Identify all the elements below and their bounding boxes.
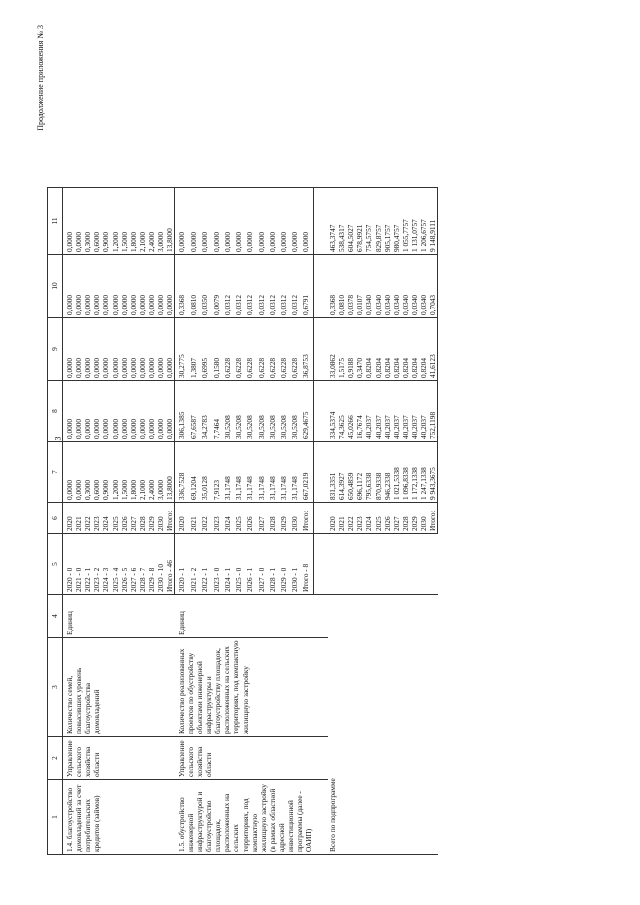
year: 2020 bbox=[328, 503, 337, 534]
other-sources: 9 148,9111 bbox=[428, 188, 438, 255]
page-number: 3 bbox=[53, 436, 63, 441]
federal-budget: 40,2037 bbox=[383, 381, 392, 442]
indicator-value: 2020 - 0 bbox=[63, 534, 75, 595]
indicator-value: 2021 - 0 bbox=[74, 534, 83, 595]
total-amount: 696,1172 bbox=[355, 442, 364, 503]
year: Итого: bbox=[428, 503, 438, 534]
year: 2024 bbox=[101, 503, 110, 534]
federal-budget: 0,0000 bbox=[147, 381, 156, 442]
year: 2026 bbox=[120, 503, 129, 534]
local-budget: 0,0312 bbox=[234, 255, 245, 318]
indicator-value: 2030 - 10 bbox=[156, 534, 165, 595]
local-budget: 0,0000 bbox=[92, 255, 101, 318]
year: 2027 bbox=[392, 503, 401, 534]
year: 2030 bbox=[156, 503, 165, 534]
federal-budget: 30,5208 bbox=[279, 381, 290, 442]
total-amount: 7,9123 bbox=[212, 442, 223, 503]
year: 2020 bbox=[63, 503, 75, 534]
header-cell: 6 bbox=[48, 503, 63, 534]
local-budget: 0,0312 bbox=[223, 255, 234, 318]
total-amount: 1 096,8338 bbox=[401, 442, 410, 503]
appendix-caption: Продолжение приложения № 3 bbox=[36, 25, 45, 131]
federal-budget: 30,5208 bbox=[290, 381, 301, 442]
local-budget: 0,0340 bbox=[410, 255, 419, 318]
header-cell: 9 bbox=[48, 318, 63, 381]
empty-cell bbox=[313, 255, 328, 318]
local-budget: 0,0810 bbox=[189, 255, 200, 318]
indicator-value: 2024 - 3 bbox=[101, 534, 110, 595]
spacer-row bbox=[313, 188, 328, 855]
local-budget: 0,0350 bbox=[200, 255, 211, 318]
other-sources: 0,9000 bbox=[101, 188, 110, 255]
regional-budget: 0,6228 bbox=[279, 318, 290, 381]
federal-budget: 16,7674 bbox=[355, 381, 364, 442]
regional-budget: 0,0000 bbox=[92, 318, 101, 381]
year: 2020 bbox=[175, 503, 189, 534]
table-row bbox=[328, 188, 337, 855]
header-cell: 10 bbox=[48, 255, 63, 318]
other-sources: 0,0000 bbox=[200, 188, 211, 255]
local-budget: 0,0000 bbox=[129, 255, 138, 318]
year: 2022 bbox=[200, 503, 211, 534]
other-sources: 1,2000 bbox=[111, 188, 120, 255]
regional-budget: 36,8753 bbox=[301, 318, 313, 381]
empty-cell bbox=[313, 737, 328, 780]
total-amount: 1 021,5338 bbox=[392, 442, 401, 503]
other-sources: 0,0000 bbox=[223, 188, 234, 255]
total-amount: 69,1204 bbox=[189, 442, 200, 503]
empty-cell bbox=[313, 188, 328, 255]
regional-budget: 0,1580 bbox=[212, 318, 223, 381]
regional-budget: 30,2775 bbox=[175, 318, 189, 381]
federal-budget: 40,2037 bbox=[419, 381, 428, 442]
year: 2025 bbox=[374, 503, 383, 534]
other-sources: 2,4000 bbox=[147, 188, 156, 255]
federal-budget: 40,2037 bbox=[392, 381, 401, 442]
header-cell: 8 bbox=[48, 381, 63, 442]
indicator-value: 2022 - 1 bbox=[83, 534, 92, 595]
budget-table bbox=[47, 187, 438, 855]
regional-budget: 0,6228 bbox=[290, 318, 301, 381]
other-sources: 0,0000 bbox=[268, 188, 279, 255]
regional-budget: 0,8204 bbox=[374, 318, 383, 381]
local-budget: 0,0079 bbox=[212, 255, 223, 318]
regional-budget: 0,0000 bbox=[74, 318, 83, 381]
indicator-name: Количество реализованных проектов по обустройству объектами инженерной инфраструктуры и благоустройству площадок, расположенных на сельских территориях, под компактную жилищную застройку bbox=[175, 638, 314, 737]
local-budget: 0,0340 bbox=[364, 255, 373, 318]
other-sources: 604,5027 bbox=[346, 188, 355, 255]
local-budget: 0,0810 bbox=[337, 255, 346, 318]
regional-budget: 0,6228 bbox=[257, 318, 268, 381]
total-amount: 1,2000 bbox=[111, 442, 120, 503]
year: 2028 bbox=[138, 503, 147, 534]
total-amount: 1 247,1338 bbox=[419, 442, 428, 503]
other-sources: 754,5757 bbox=[364, 188, 373, 255]
federal-budget: 67,6587 bbox=[189, 381, 200, 442]
federal-budget: 40,2037 bbox=[401, 381, 410, 442]
total-amount: 650,4859 bbox=[346, 442, 355, 503]
total-amount: 31,1748 bbox=[257, 442, 268, 503]
other-sources: 13,8000 bbox=[165, 188, 175, 255]
other-sources: 980,4757 bbox=[392, 188, 401, 255]
other-sources: 0,0000 bbox=[63, 188, 75, 255]
federal-budget: 34,2783 bbox=[200, 381, 211, 442]
local-budget: 0,0312 bbox=[257, 255, 268, 318]
responsible-org: Управление сельского хозяйства области bbox=[63, 737, 175, 780]
regional-budget: 0,0000 bbox=[165, 318, 175, 381]
indicator-value: 2027 - 6 bbox=[129, 534, 138, 595]
local-budget: 0,0000 bbox=[74, 255, 83, 318]
regional-budget: 0,6228 bbox=[234, 318, 245, 381]
year: 2029 bbox=[279, 503, 290, 534]
regional-budget: 0,0000 bbox=[138, 318, 147, 381]
federal-budget: 30,5208 bbox=[245, 381, 256, 442]
other-sources: 538,4317 bbox=[337, 188, 346, 255]
year: 2029 bbox=[410, 503, 419, 534]
unit: Единиц bbox=[63, 595, 175, 638]
total-amount: 870,9338 bbox=[374, 442, 383, 503]
year: 2025 bbox=[111, 503, 120, 534]
responsible-org: Управление сельского хозяйства области bbox=[175, 737, 314, 780]
year: 2024 bbox=[223, 503, 234, 534]
year: 2030 bbox=[290, 503, 301, 534]
regional-budget: 0,6228 bbox=[245, 318, 256, 381]
local-budget: 0,0340 bbox=[383, 255, 392, 318]
other-sources: 2,1000 bbox=[138, 188, 147, 255]
section-1-5 bbox=[175, 188, 314, 855]
other-sources: 1 206,6757 bbox=[419, 188, 428, 255]
regional-budget: 0,0000 bbox=[111, 318, 120, 381]
other-sources: 829,8757 bbox=[374, 188, 383, 255]
other-sources: 1,8000 bbox=[129, 188, 138, 255]
local-budget: 0,0378 bbox=[346, 255, 355, 318]
empty-cell bbox=[313, 503, 328, 534]
indicator-value: Итого - 8 bbox=[301, 534, 313, 595]
local-budget: 0,0000 bbox=[111, 255, 120, 318]
local-budget: 0,0340 bbox=[401, 255, 410, 318]
total-amount: 0,3000 bbox=[83, 442, 92, 503]
federal-budget: 30,5208 bbox=[268, 381, 279, 442]
indicator-value: 2028 - 7 bbox=[138, 534, 147, 595]
other-sources: 1 131,0757 bbox=[410, 188, 419, 255]
other-sources: 0,0000 bbox=[189, 188, 200, 255]
indicator-value: 2028 - 1 bbox=[268, 534, 279, 595]
indicator-value: 2029 - 8 bbox=[147, 534, 156, 595]
header-cell: 7 bbox=[48, 442, 63, 503]
total-amount: 336,7528 bbox=[175, 442, 189, 503]
table-row bbox=[63, 188, 75, 855]
year: 2025 bbox=[234, 503, 245, 534]
header-cell: 11 bbox=[48, 188, 63, 255]
federal-budget: 752,1198 bbox=[428, 381, 438, 442]
federal-budget: 30,5208 bbox=[257, 381, 268, 442]
local-budget: 0,0000 bbox=[83, 255, 92, 318]
federal-budget: 0,0000 bbox=[120, 381, 129, 442]
other-sources: 0,0000 bbox=[234, 188, 245, 255]
measure-name: 1.5. обустройство инженерной инфраструктурой и благоустройство площадок, расположенных на сельских территориях, под компактную жилищную застройку (в рамках областной адресной инвестиционной программы (далее - ОАИП) bbox=[175, 780, 314, 855]
regional-budget: 33,0862 bbox=[328, 318, 337, 381]
empty-cell bbox=[313, 534, 328, 595]
total-amount: 13,8000 bbox=[165, 442, 175, 503]
year: Итого: bbox=[165, 503, 175, 534]
indicator-value: 2023 - 2 bbox=[92, 534, 101, 595]
indicator-value: 2030 - 1 bbox=[290, 534, 301, 595]
federal-budget: 0,0000 bbox=[92, 381, 101, 442]
other-sources: 678,9921 bbox=[355, 188, 364, 255]
header-cell: 1 bbox=[48, 780, 63, 855]
other-sources: 463,3747 bbox=[328, 188, 337, 255]
other-sources: 0,0000 bbox=[257, 188, 268, 255]
federal-budget: 0,0000 bbox=[63, 381, 75, 442]
header-cell: 2 bbox=[48, 737, 63, 780]
regional-budget: 0,0000 bbox=[63, 318, 75, 381]
local-budget: 0,0340 bbox=[392, 255, 401, 318]
federal-budget: 0,0000 bbox=[165, 381, 175, 442]
total-amount: 0,0000 bbox=[74, 442, 83, 503]
year: 2026 bbox=[383, 503, 392, 534]
other-sources: 0,0000 bbox=[290, 188, 301, 255]
regional-budget: 0,8204 bbox=[364, 318, 373, 381]
year: 2028 bbox=[401, 503, 410, 534]
year: 2023 bbox=[212, 503, 223, 534]
federal-budget: 629,4675 bbox=[301, 381, 313, 442]
regional-budget: 0,0000 bbox=[147, 318, 156, 381]
year: 2022 bbox=[83, 503, 92, 534]
local-budget: 0,0107 bbox=[355, 255, 364, 318]
total-amount: 1 172,1338 bbox=[410, 442, 419, 503]
regional-budget: 0,0000 bbox=[129, 318, 138, 381]
regional-budget: 0,0000 bbox=[156, 318, 165, 381]
regional-budget: 1,3807 bbox=[189, 318, 200, 381]
year: 2023 bbox=[355, 503, 364, 534]
header-cell: 3 bbox=[48, 638, 63, 737]
year: 2027 bbox=[257, 503, 268, 534]
year: 2027 bbox=[129, 503, 138, 534]
total-amount: 1,5000 bbox=[120, 442, 129, 503]
local-budget: 0,0000 bbox=[156, 255, 165, 318]
total-amount: 31,1748 bbox=[245, 442, 256, 503]
local-budget: 0,0312 bbox=[268, 255, 279, 318]
total-amount: 3,0000 bbox=[156, 442, 165, 503]
regional-budget: 0,8204 bbox=[392, 318, 401, 381]
measure-name: 1.4. благоустройство домовладений за счет потребительских кредитов (займов) bbox=[63, 780, 175, 855]
total-amount: 667,0219 bbox=[301, 442, 313, 503]
header-cell: 4 bbox=[48, 595, 63, 638]
year: 2028 bbox=[268, 503, 279, 534]
indicator-value: 2024 - 1 bbox=[223, 534, 234, 595]
federal-budget: 0,0000 bbox=[138, 381, 147, 442]
year: 2029 bbox=[147, 503, 156, 534]
empty-cell bbox=[313, 442, 328, 503]
year: 2024 bbox=[364, 503, 373, 534]
other-sources: 0,0000 bbox=[175, 188, 189, 255]
local-budget: 0,0312 bbox=[290, 255, 301, 318]
year: Итого: bbox=[301, 503, 313, 534]
regional-budget: 0,8204 bbox=[383, 318, 392, 381]
total-amount: 0,6000 bbox=[92, 442, 101, 503]
federal-budget: 30,5208 bbox=[223, 381, 234, 442]
regional-budget: 0,8204 bbox=[419, 318, 428, 381]
total-amount: 9 943,3675 bbox=[428, 442, 438, 503]
regional-budget: 0,3470 bbox=[355, 318, 364, 381]
year: 2021 bbox=[337, 503, 346, 534]
other-sources: 0,3000 bbox=[83, 188, 92, 255]
section-1-4 bbox=[63, 188, 175, 855]
other-sources: 905,1757 bbox=[383, 188, 392, 255]
regional-budget: 0,0000 bbox=[120, 318, 129, 381]
regional-budget: 41,6123 bbox=[428, 318, 438, 381]
subprogram-total-label: Всего по подпрограмме bbox=[328, 595, 438, 855]
empty-cell bbox=[313, 595, 328, 638]
federal-budget: 40,2037 bbox=[364, 381, 373, 442]
year: 2026 bbox=[245, 503, 256, 534]
other-sources: 0,0000 bbox=[212, 188, 223, 255]
indicator-value: 2020 - 1 bbox=[175, 534, 189, 595]
total-amount: 31,1748 bbox=[290, 442, 301, 503]
other-sources: 0,0000 bbox=[245, 188, 256, 255]
local-budget: 0,3368 bbox=[175, 255, 189, 318]
year: 2021 bbox=[74, 503, 83, 534]
indicator-value: 2021 - 2 bbox=[189, 534, 200, 595]
indicator-value: 2025 - 0 bbox=[234, 534, 245, 595]
indicator-value: 2022 - 1 bbox=[200, 534, 211, 595]
regional-budget: 1,5175 bbox=[337, 318, 346, 381]
local-budget: 0,0000 bbox=[101, 255, 110, 318]
local-budget: 0,0340 bbox=[374, 255, 383, 318]
empty-cell bbox=[313, 638, 328, 737]
subprogram-total bbox=[313, 188, 437, 855]
other-sources: 3,0000 bbox=[156, 188, 165, 255]
indicator-value: 2023 - 0 bbox=[212, 534, 223, 595]
federal-budget: 40,2037 bbox=[410, 381, 419, 442]
federal-budget: 45,0266 bbox=[346, 381, 355, 442]
indicator-value: 2026 - 5 bbox=[120, 534, 129, 595]
other-sources: 0,0000 bbox=[74, 188, 83, 255]
federal-budget: 334,5374 bbox=[328, 381, 337, 442]
local-budget: 0,0000 bbox=[147, 255, 156, 318]
total-amount: 1,8000 bbox=[129, 442, 138, 503]
rotated-page bbox=[30, 15, 630, 885]
local-budget: 0,7043 bbox=[428, 255, 438, 318]
total-amount: 0,9000 bbox=[101, 442, 110, 503]
empty-cell bbox=[313, 318, 328, 381]
indicator-value: 2025 - 4 bbox=[111, 534, 120, 595]
other-sources: 0,0000 bbox=[301, 188, 313, 255]
total-amount: 2,1000 bbox=[138, 442, 147, 503]
total-amount: 31,1748 bbox=[268, 442, 279, 503]
federal-budget: 0,0000 bbox=[101, 381, 110, 442]
empty-cell bbox=[313, 381, 328, 442]
regional-budget: 0,0000 bbox=[101, 318, 110, 381]
indicator-value: 2026 - 1 bbox=[245, 534, 256, 595]
federal-budget: 0,0000 bbox=[156, 381, 165, 442]
total-amount: 35,0128 bbox=[200, 442, 211, 503]
year: 2023 bbox=[92, 503, 101, 534]
regional-budget: 0,6995 bbox=[200, 318, 211, 381]
indicator-value: 2029 - 0 bbox=[279, 534, 290, 595]
total-amount: 831,3351 bbox=[328, 442, 337, 503]
federal-budget: 30,5208 bbox=[234, 381, 245, 442]
regional-budget: 0,9188 bbox=[346, 318, 355, 381]
local-budget: 0,6791 bbox=[301, 255, 313, 318]
indicator-name: Количество семей, повысивших уровень благоустройства домовладений bbox=[63, 638, 175, 737]
total-amount: 614,3927 bbox=[337, 442, 346, 503]
total-amount: 0,0000 bbox=[63, 442, 75, 503]
regional-budget: 0,8204 bbox=[401, 318, 410, 381]
other-sources: 0,6000 bbox=[92, 188, 101, 255]
federal-budget: 74,3625 bbox=[337, 381, 346, 442]
regional-budget: 0,0000 bbox=[83, 318, 92, 381]
federal-budget: 40,2037 bbox=[374, 381, 383, 442]
total-amount: 31,1748 bbox=[279, 442, 290, 503]
federal-budget: 0,0000 bbox=[83, 381, 92, 442]
local-budget: 0,0340 bbox=[419, 255, 428, 318]
empty-cell bbox=[328, 534, 438, 595]
federal-budget: 0,0000 bbox=[111, 381, 120, 442]
total-amount: 2,4000 bbox=[147, 442, 156, 503]
federal-budget: 0,0000 bbox=[74, 381, 83, 442]
year: 2022 bbox=[346, 503, 355, 534]
local-budget: 0,0312 bbox=[279, 255, 290, 318]
unit: Единиц bbox=[175, 595, 314, 638]
other-sources: 0,0000 bbox=[279, 188, 290, 255]
local-budget: 0,0000 bbox=[120, 255, 129, 318]
local-budget: 0,0000 bbox=[63, 255, 75, 318]
other-sources: 1,5000 bbox=[120, 188, 129, 255]
regional-budget: 0,6228 bbox=[223, 318, 234, 381]
other-sources: 1 055,7757 bbox=[401, 188, 410, 255]
local-budget: 0,3368 bbox=[328, 255, 337, 318]
regional-budget: 0,6228 bbox=[268, 318, 279, 381]
federal-budget: 306,1385 bbox=[175, 381, 189, 442]
total-amount: 946,2338 bbox=[383, 442, 392, 503]
indicator-value: Итого - 46 bbox=[165, 534, 175, 595]
total-amount: 795,6338 bbox=[364, 442, 373, 503]
federal-budget: 0,0000 bbox=[129, 381, 138, 442]
federal-budget: 7,7464 bbox=[212, 381, 223, 442]
local-budget: 0,0000 bbox=[138, 255, 147, 318]
year: 2030 bbox=[419, 503, 428, 534]
header-cell: 5 bbox=[48, 534, 63, 595]
total-amount: 31,1748 bbox=[223, 442, 234, 503]
local-budget: 0,0312 bbox=[245, 255, 256, 318]
regional-budget: 0,8204 bbox=[410, 318, 419, 381]
total-amount: 31,1748 bbox=[234, 442, 245, 503]
year: 2021 bbox=[189, 503, 200, 534]
column-number-row bbox=[48, 188, 63, 855]
indicator-value: 2027 - 0 bbox=[257, 534, 268, 595]
empty-cell bbox=[313, 780, 328, 855]
local-budget: 0,0000 bbox=[165, 255, 175, 318]
table-row bbox=[175, 188, 189, 855]
